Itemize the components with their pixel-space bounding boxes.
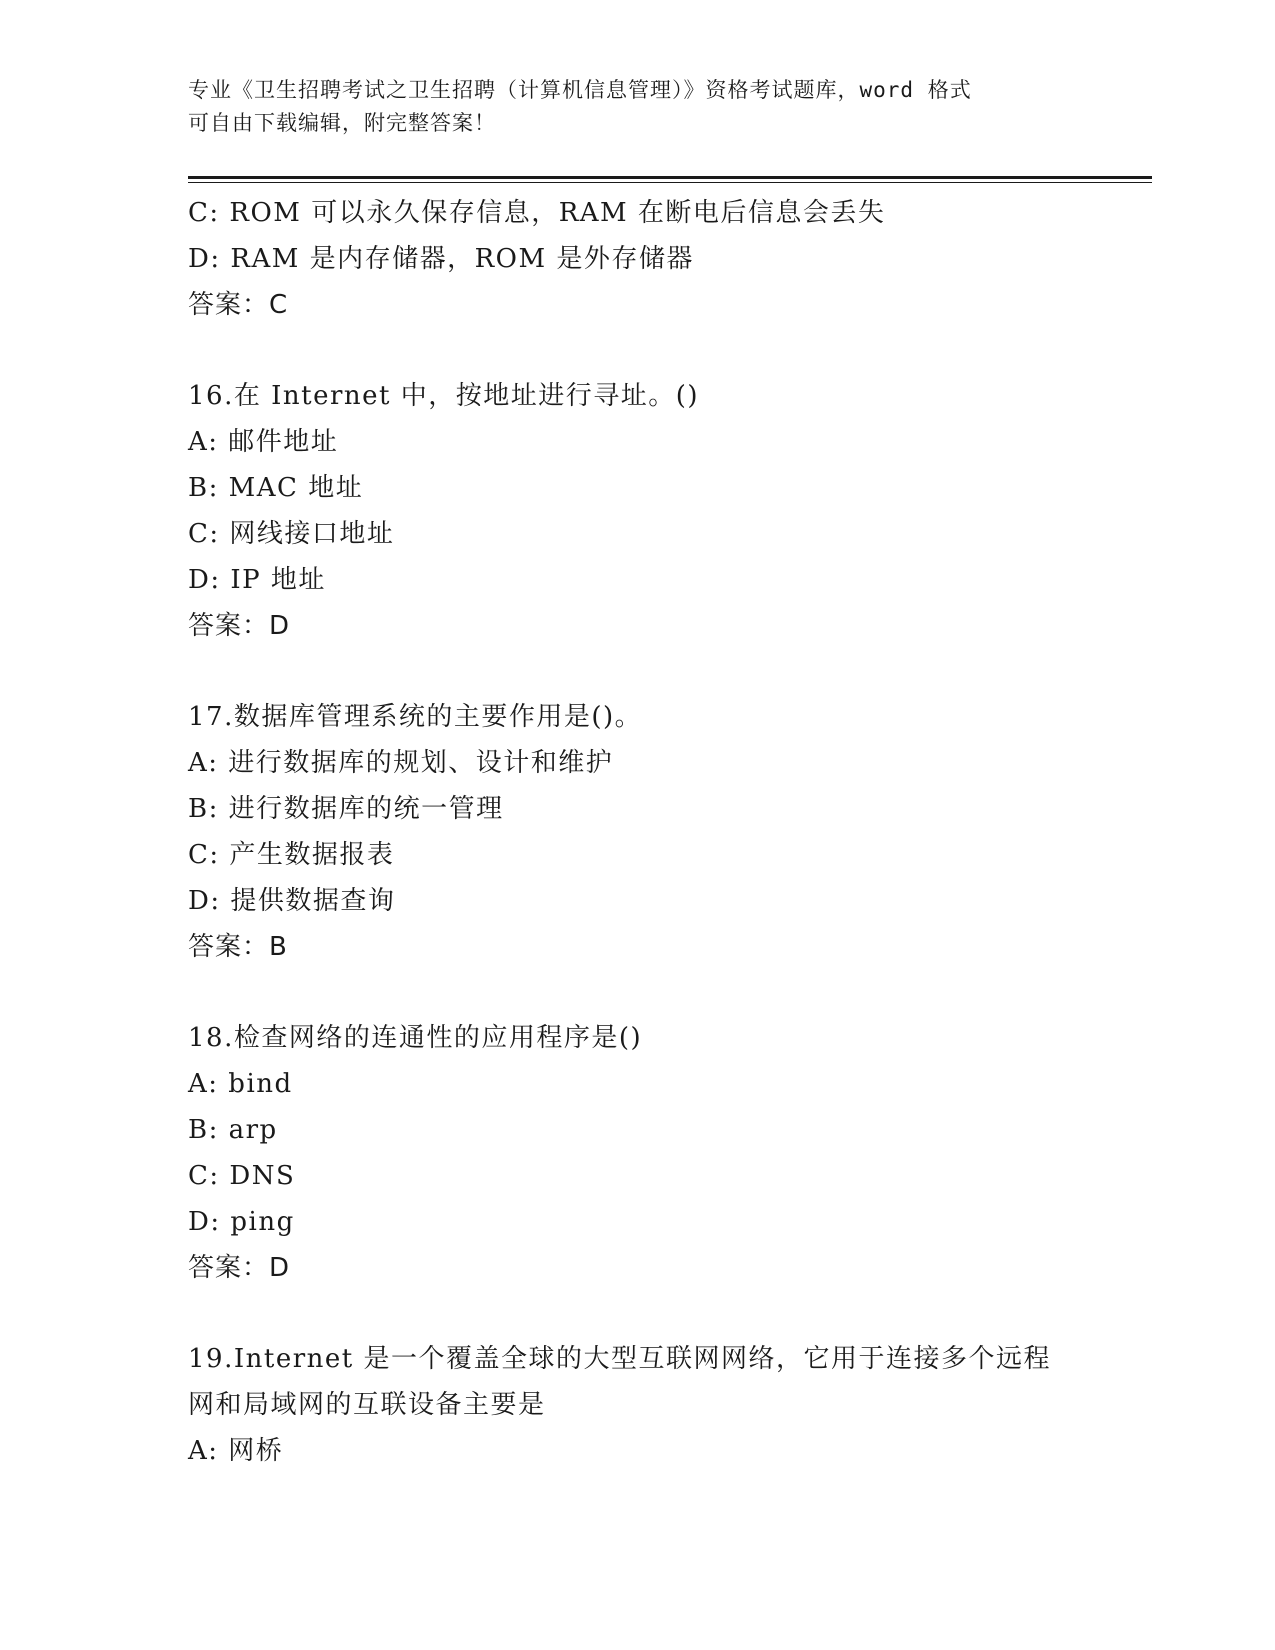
option-d: D: RAM 是内存储器，ROM 是外存储器 (188, 244, 694, 274)
question-17 (188, 694, 1108, 970)
question-15-continued (188, 190, 1108, 328)
header-title-line-2: 可自由下载编辑，附完整答案！ (188, 111, 496, 135)
question-16 (188, 373, 1108, 649)
spacer (188, 1291, 1108, 1336)
spacer (188, 328, 1108, 373)
spacer (188, 970, 1108, 1015)
option-c: C: 产生数据报表 (188, 840, 395, 870)
option-a: A: 网桥 (188, 1436, 284, 1466)
option-b: B: MAC 地址 (188, 473, 364, 503)
option-c: C: 网线接口地址 (188, 519, 395, 549)
question-stem-line-1: 19.Internet 是一个覆盖全球的大型互联网网络，它用于连接多个远程 (188, 1344, 1051, 1374)
answer: 答案：C (188, 290, 289, 320)
header-rule-thin (188, 182, 1152, 183)
answer: 答案：D (188, 611, 291, 641)
question-18 (188, 1015, 1108, 1291)
question-stem: 17.数据库管理系统的主要作用是()。 (188, 702, 643, 732)
option-c: C: DNS (188, 1161, 296, 1191)
option-a: A: 邮件地址 (188, 427, 339, 457)
option-c: C: ROM 可以永久保存信息，RAM 在断电后信息会丢失 (188, 198, 886, 228)
option-b: B: arp (188, 1115, 278, 1145)
option-d: D: 提供数据查询 (188, 886, 396, 916)
option-a: A: 进行数据库的规划、设计和维护 (188, 748, 614, 778)
document-header (188, 74, 1088, 140)
question-19 (188, 1336, 1108, 1474)
answer: 答案：D (188, 1253, 291, 1283)
answer: 答案：B (188, 932, 288, 962)
option-a: A: bind (188, 1069, 293, 1099)
spacer (188, 649, 1108, 694)
question-stem: 18.检查网络的连通性的应用程序是() (188, 1023, 643, 1053)
header-rule-thick (188, 176, 1152, 179)
option-d: D: IP 地址 (188, 565, 326, 595)
question-stem: 16.在 Internet 中，按地址进行寻址。() (188, 381, 700, 411)
option-b: B: 进行数据库的统一管理 (188, 794, 504, 824)
question-list (188, 190, 1108, 1474)
header-title-line-1: 专业《卫生招聘考试之卫生招聘（计算机信息管理）》资格考试题库，word 格式 (188, 78, 972, 102)
question-stem-line-2: 网和局域网的互联设备主要是 (188, 1390, 546, 1420)
option-d: D: ping (188, 1207, 295, 1237)
